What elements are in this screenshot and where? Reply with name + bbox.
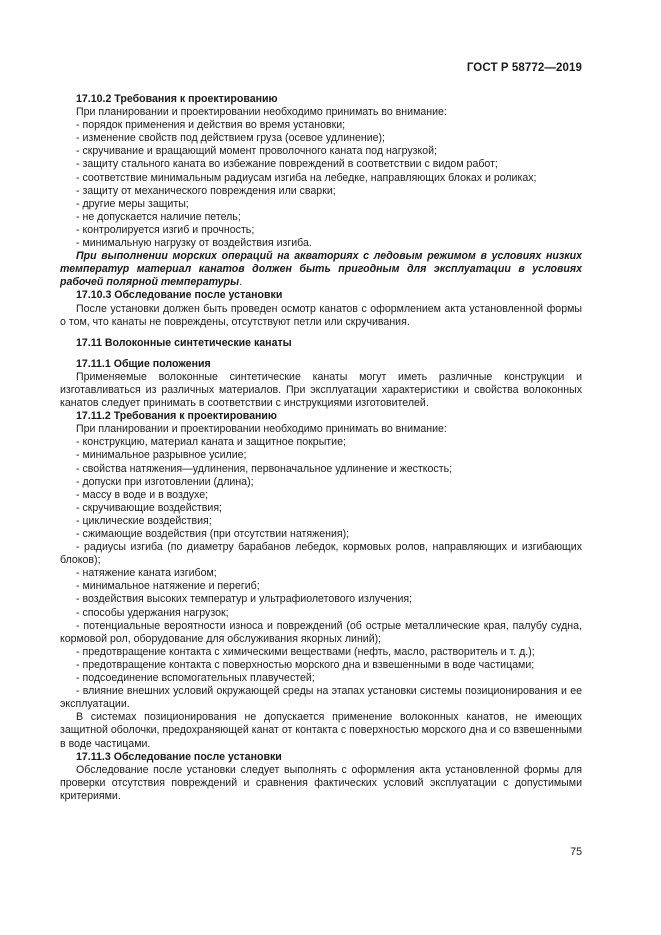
list-item: - скручивающие воздействия;	[76, 501, 222, 514]
list-item: - способы удержания нагрузок;	[76, 606, 229, 619]
list-item: - воздействия высоких температур и ультрафиолетового излучения;	[76, 593, 413, 606]
list-item: - другие меры защиты;	[76, 197, 189, 210]
list-item: - соответствие минимальным радиусам изгиба на лебедке, направляющих блоках и роликах;	[76, 171, 537, 184]
standard-designation: ГОСТ Р 58772—2019	[466, 62, 582, 74]
list-item: - подсоединение вспомогательных плавучестей;	[76, 672, 315, 685]
ice-regime-note	[60, 250, 582, 289]
section-17-11-heading: 17.11 Волоконные синтетические канаты	[76, 336, 292, 349]
list-item: - изменение свойств под действием груза (осевое удлинение);	[76, 132, 385, 145]
list-item: - защиту от механического повреждения или сварки;	[76, 184, 336, 197]
list-item: - свойства натяжения—удлинения, первоначальное удлинение и жесткость;	[76, 462, 453, 475]
list-item: - натяжение каната изгибом;	[76, 567, 217, 580]
list-item: - радиусы изгиба (по диаметру барабанов лебедок, кормовых ролов, направляющих и изгибающих блоков);	[60, 541, 582, 567]
list-item: - контролируется изгиб и прочность;	[76, 223, 255, 236]
list-item: - минимальное натяжение и перегиб;	[76, 580, 260, 593]
section-17-11-3-text: Обследование после установки следует выполнять с оформления акта установленной формы для проверки отсутствия повреждений и сравнения фактических условий эксплуатации с допустимыми критериями.	[60, 763, 582, 802]
section-17-11-1-heading: 17.11.1 Общие положения	[76, 357, 211, 370]
page-content	[60, 93, 582, 803]
list-item: - допуски при изготовлении (длина);	[76, 475, 254, 488]
page-number: 75	[570, 846, 582, 858]
list-item: - предотвращение контакта с поверхностью морского дна и взвешенными в воде частицами;	[76, 658, 535, 671]
section-17-11-1-text: Применяемые волоконные синтетические канаты могут иметь различные конструкции и изготавливаться из различных материалов. При эксплуатации характеристики и свойства волоконных канатов следует принимать в соответствии с инструкциями изготовителей.	[60, 370, 582, 410]
list-item: - предотвращение контакта с химическими веществами (нефть, масло, растворитель и т. д.);	[76, 645, 535, 658]
list-item: - минимальную нагрузку от воздействия изгиба.	[76, 237, 312, 250]
section-17-10-2-heading: 17.10.2 Требования к проектированию	[76, 93, 278, 105]
list-item: - сжимающие воздействия (при отсутствии натяжения);	[76, 528, 350, 540]
section-17-10-3-text: После установки должен быть проведен осмотр канатов с оформлением акта установленной формы о том, что канаты не повреждены, отсутствуют петли или скручивания.	[60, 302, 582, 328]
section-17-10-2-list	[60, 119, 582, 250]
list-item: - скручивание и вращающий момент проволочного каната под нагрузкой;	[76, 145, 437, 158]
list-item: - не допускается наличие петель;	[76, 210, 241, 223]
section-17-10-2-intro: При планировании и проектировании необходимо принимать во внимание:	[76, 106, 447, 119]
list-item: - защиту стального каната во избежание повреждений в соответствии с видом работ;	[76, 158, 498, 171]
list-item: - порядок применения и действия во время установки;	[76, 119, 346, 132]
section-17-11-2-list	[60, 436, 582, 711]
section-17-11-2-intro: При планировании и проектировании необходимо принимать во внимание:	[76, 423, 447, 436]
list-item: - массу в воде и в воздухе;	[76, 488, 209, 501]
ice-regime-note-text: При выполнении морских операций на акваториях с ледовым режимом в условиях низких температур материал канатов должен быть пригодным для эксплуатации в условиях рабочей полярной температуры	[60, 250, 582, 289]
list-item: - циклические воздействия;	[76, 514, 212, 527]
list-item: - минимальное разрывное усилие;	[76, 449, 247, 462]
section-17-11-2-heading: 17.11.2 Требования к проектированию	[76, 410, 277, 423]
list-item: - влияние внешних условий окружающей среды на этапах установки системы позиционирования и ее эксплуатации.	[60, 685, 582, 711]
list-item: - конструкцию, материал каната и защитное покрытие;	[76, 436, 346, 449]
list-item: - потенциальные вероятности износа и повреждений (об острые металлические края, палубу судна, кормовой рол, оборудование для обслуживания якорных линий);	[60, 619, 582, 645]
section-17-11-2-closing: В системах позиционирования не допускается применение волоконных канатов, не имеющих защитной оболочки, предохраняющей канат от контакта с поверхностью морского дна и со взвешенными в воде частицами.	[60, 711, 582, 750]
section-17-10-3-heading: 17.10.3 Обследование после установки	[76, 289, 283, 302]
ice-regime-note-end: .	[239, 276, 243, 289]
section-17-11-3-heading: 17.11.3 Обследование после установки	[76, 750, 282, 763]
